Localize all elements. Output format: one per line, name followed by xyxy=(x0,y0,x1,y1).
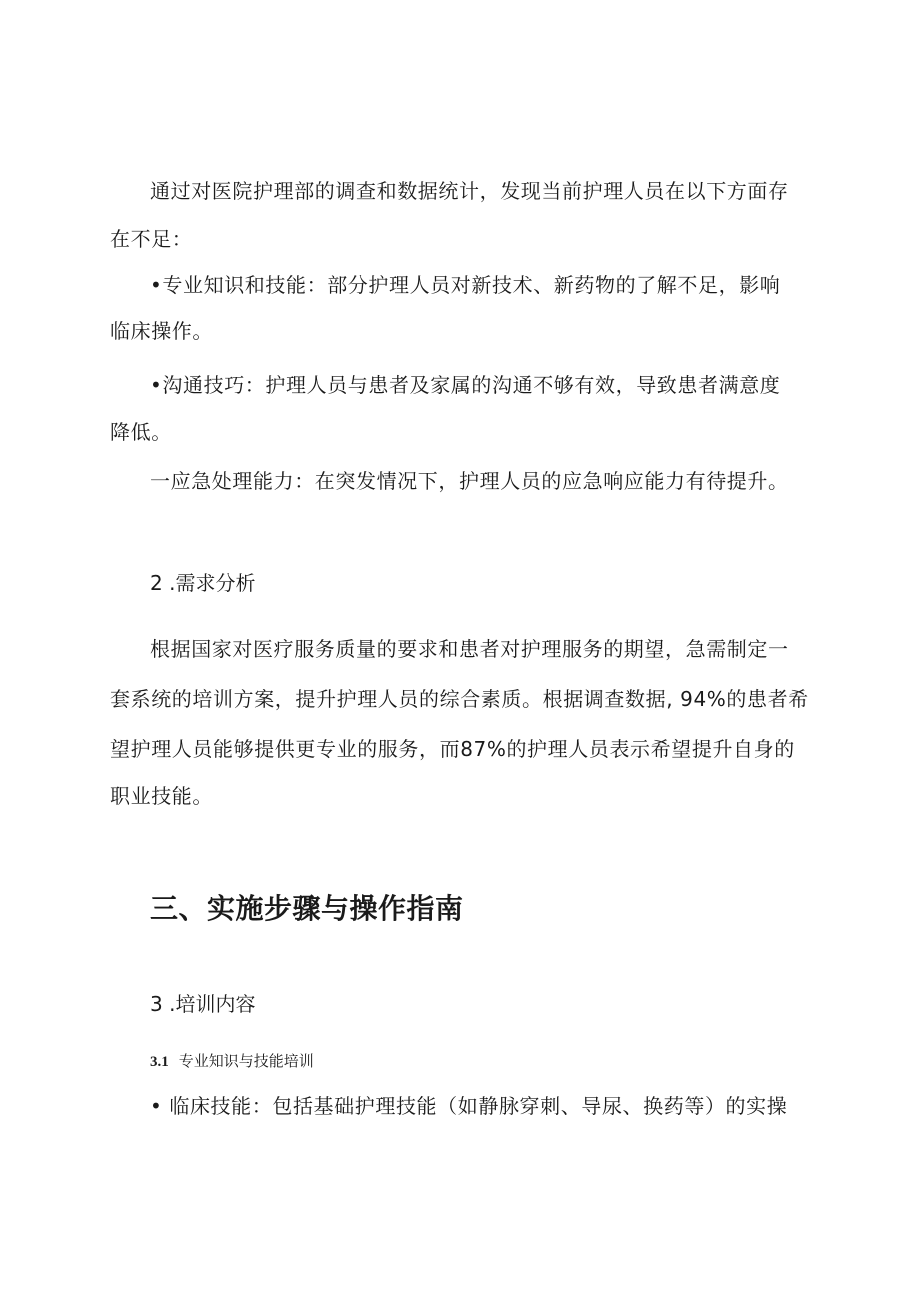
subsection-3-1-heading xyxy=(150,1050,314,1071)
section-2-para-line-3: 望护理人员能够提供更专业的服务，而87%的护理人员表示希望提升自身的 xyxy=(110,737,795,761)
section-2-heading: 2 .需求分析 xyxy=(150,571,256,595)
issue-emergency-line: 一应急处理能力：在突发情况下，护理人员的应急响应能力有待提升。 xyxy=(150,469,789,493)
clinical-skills-bullet: • 临床技能：包括基础护理技能（如静脉穿刺、导尿、换药等）的实操 xyxy=(150,1094,788,1118)
issue-knowledge-line-1: •专业知识和技能：部分护理人员对新技术、新药物的了解不足，影响 xyxy=(150,273,781,297)
intro-line-2: 在不足： xyxy=(110,227,193,251)
intro-line-1: 通过对医院护理部的调查和数据统计，发现当前护理人员在以下方面存 xyxy=(150,179,789,203)
subsection-number: 3.1 xyxy=(150,1054,169,1070)
section-3-heading: 3 .培训内容 xyxy=(150,992,256,1016)
section-2-para-line-1: 根据国家对医疗服务质量的要求和患者对护理服务的期望，急需制定一 xyxy=(150,637,789,661)
section-2-para-line-2: 套系统的培训方案，提升护理人员的综合素质。根据调查数据, 94%的患者希 xyxy=(110,687,809,711)
issue-knowledge-line-2: 临床操作。 xyxy=(110,319,213,343)
section-2-para-line-4: 职业技能。 xyxy=(110,784,213,808)
issue-communication-line-1: •沟通技巧：护理人员与患者及家属的沟通不够有效，导致患者满意度 xyxy=(150,373,781,397)
subsection-title: 专业知识与技能培训 xyxy=(178,1052,314,1070)
issue-communication-line-2: 降低。 xyxy=(110,420,172,444)
chapter-3-title: 三、实施步骤与操作指南 xyxy=(150,892,464,925)
